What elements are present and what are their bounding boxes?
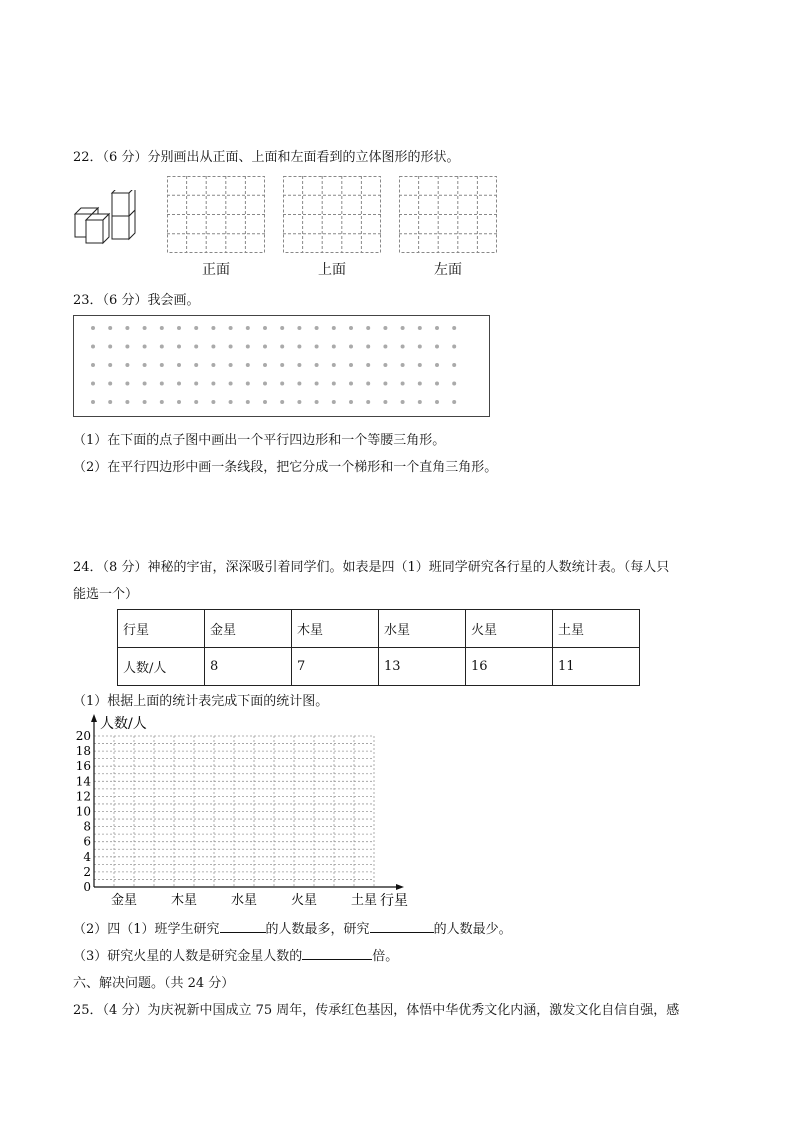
chart-grid <box>94 736 374 887</box>
grid-dot <box>125 326 129 330</box>
grid-dot <box>452 345 456 349</box>
grid-dot <box>229 326 233 330</box>
front-view-grid[interactable] <box>167 176 265 253</box>
grid-dot <box>143 400 147 404</box>
grid-dot <box>435 363 439 367</box>
x-tick-label: 金星 <box>110 893 138 908</box>
grid-dot <box>91 345 95 349</box>
top-view-grid[interactable] <box>283 176 381 253</box>
grid-dot <box>211 363 215 367</box>
grid-dot <box>160 400 164 404</box>
q23-sub1: （1）在下面的点子图中画出一个平行四边形和一个等腰三角形。 <box>73 433 446 448</box>
grid-dot <box>452 382 456 386</box>
grid-dot <box>211 382 215 386</box>
grid-dot <box>91 363 95 367</box>
table-row <box>118 648 640 686</box>
y-tick-label: 2 <box>83 864 91 879</box>
grid-dot <box>108 345 112 349</box>
grid-dot <box>177 400 181 404</box>
grid-dot <box>349 400 353 404</box>
grid-dot <box>349 345 353 349</box>
grid-dot <box>418 382 422 386</box>
grid-dot <box>435 382 439 386</box>
grid-dot <box>246 400 250 404</box>
grid-dot <box>315 382 319 386</box>
table-header-row <box>118 610 640 648</box>
grid-dot <box>263 400 267 404</box>
grid-dot <box>246 363 250 367</box>
grid-dot <box>91 326 95 330</box>
grid-dot <box>418 400 422 404</box>
grid-dot <box>383 400 387 404</box>
grid-dot <box>435 326 439 330</box>
grid-dot <box>125 382 129 386</box>
grid-dot <box>229 400 233 404</box>
grid-dot <box>366 363 370 367</box>
grid-dot <box>143 345 147 349</box>
y-tick-label: 6 <box>83 834 91 849</box>
left-view-label: 左面 <box>434 262 462 278</box>
y-tick-label: 12 <box>75 789 91 804</box>
grid-dot <box>383 382 387 386</box>
grid-dot <box>194 382 198 386</box>
grid-dot <box>401 382 405 386</box>
y-tick-label: 8 <box>83 819 91 834</box>
planet-bar-chart[interactable] <box>68 712 418 910</box>
grid-dot <box>297 363 301 367</box>
table-cell: 人数/人 <box>118 648 205 686</box>
grid-dot <box>125 400 129 404</box>
grid-dot <box>315 326 319 330</box>
table-cell: 11 <box>553 648 640 686</box>
grid-dot <box>452 363 456 367</box>
grid-dot <box>125 363 129 367</box>
grid-dot <box>332 326 336 330</box>
q24-sub2 <box>73 918 512 937</box>
grid-dot <box>194 345 198 349</box>
grid-dot <box>332 363 336 367</box>
grid-dot <box>297 400 301 404</box>
grid-dot <box>108 326 112 330</box>
grid-dot <box>177 326 181 330</box>
grid-dot <box>332 382 336 386</box>
q24-text-line2: 能选一个） <box>73 587 139 602</box>
q24-sub1: （1）根据上面的统计表完成下面的统计图。 <box>73 694 329 709</box>
grid-dot <box>246 326 250 330</box>
y-tick-label: 16 <box>75 759 91 774</box>
grid-dot <box>401 345 405 349</box>
grid-dot <box>452 400 456 404</box>
grid-dot <box>280 363 284 367</box>
answer-blank-least[interactable] <box>370 932 434 933</box>
table-cell: 木星 <box>292 610 379 648</box>
q24-sub3-part1: （3）研究火星的人数是研究金星人数的 <box>73 949 303 964</box>
planet-stats-table <box>117 609 640 686</box>
grid-dot <box>91 400 95 404</box>
grid-dot <box>383 326 387 330</box>
grid-dot <box>160 345 164 349</box>
grid-dot <box>211 326 215 330</box>
grid-dot <box>280 400 284 404</box>
grid-dot <box>332 345 336 349</box>
grid-dot <box>366 326 370 330</box>
grid-dot <box>401 326 405 330</box>
grid-dot <box>366 382 370 386</box>
q24-sub2-part3: 的人数最少。 <box>433 922 512 937</box>
y-tick-labels <box>76 729 92 894</box>
grid-dot <box>366 345 370 349</box>
grid-dot <box>211 345 215 349</box>
q25-text: 25．（4 分）为庆祝新中国成立 75 周年，传承红色基因，体悟中华优秀文化内涵，激发文化自信自强，感 <box>73 1003 680 1018</box>
x-tick-label: 土星 <box>350 893 378 908</box>
grid-dot <box>280 345 284 349</box>
grid-dot <box>349 382 353 386</box>
y-tick-label: 10 <box>75 804 91 819</box>
grid-dot <box>229 363 233 367</box>
grid-dot <box>143 382 147 386</box>
grid-dot <box>383 345 387 349</box>
grid-dot <box>418 363 422 367</box>
grid-dot <box>177 345 181 349</box>
top-view-label: 上面 <box>318 262 346 278</box>
grid-dot <box>366 400 370 404</box>
grid-dot <box>246 345 250 349</box>
table-cell: 16 <box>466 648 553 686</box>
q23-sub2: （2）在平行四边形中画一条线段，把它分成一个梯形和一个直角三角形。 <box>73 460 498 475</box>
x-tick-labels <box>111 892 377 908</box>
grid-dot <box>263 345 267 349</box>
y-tick-label: 4 <box>83 849 91 864</box>
grid-dot <box>160 363 164 367</box>
section6-title: 六、解决问题。（共 24 分） <box>73 976 235 991</box>
q24-sub3-part2: 倍。 <box>372 949 399 964</box>
x-axis-arrow-icon <box>396 884 404 890</box>
grid-dot <box>160 326 164 330</box>
dot-paper[interactable] <box>73 315 490 417</box>
grid-dot <box>452 326 456 330</box>
grid-dot <box>194 363 198 367</box>
table-cell: 7 <box>292 648 379 686</box>
grid-dot <box>297 326 301 330</box>
table-cell: 水星 <box>379 610 466 648</box>
table-cell: 8 <box>205 648 292 686</box>
y-axis-label: 人数/人 <box>100 716 147 732</box>
grid-dot <box>332 400 336 404</box>
table-cell: 行星 <box>118 610 205 648</box>
grid-dot <box>229 382 233 386</box>
x-tick-label: 木星 <box>170 893 198 908</box>
answer-blank-times[interactable] <box>302 959 372 960</box>
front-view-label: 正面 <box>202 262 230 278</box>
table-cell: 土星 <box>553 610 640 648</box>
x-tick-label: 水星 <box>230 893 258 908</box>
grid-dot <box>315 363 319 367</box>
grid-dot <box>401 400 405 404</box>
q24-sub2-part2: 的人数最多，研究 <box>265 922 370 937</box>
grid-dot <box>160 382 164 386</box>
grid-dot <box>211 400 215 404</box>
y-tick-label: 14 <box>75 774 91 789</box>
grid-dot <box>280 326 284 330</box>
q24-sub2-part1: （2）四（1）班学生研究 <box>73 922 220 937</box>
table-cell: 金星 <box>205 610 292 648</box>
grid-dot <box>108 363 112 367</box>
grid-dot <box>125 345 129 349</box>
grid-dot <box>177 382 181 386</box>
q24-text-line1: 24．（8 分）神秘的宇宙，深深吸引着同学们。如表是四（1）班同学研究各行星的人数统计表。（每人只 <box>73 560 670 575</box>
y-axis-arrow-icon <box>91 714 97 722</box>
x-axis-label: 行星 <box>380 893 408 909</box>
grid-dot <box>315 400 319 404</box>
q23-text: 23．（6 分）我会画。 <box>73 293 200 308</box>
grid-dot <box>418 345 422 349</box>
grid-dot <box>349 363 353 367</box>
grid-dot <box>246 382 250 386</box>
grid-dot <box>194 400 198 404</box>
grid-dot <box>435 345 439 349</box>
x-tick-label: 火星 <box>290 893 318 908</box>
grid-dot <box>229 345 233 349</box>
answer-blank-most[interactable] <box>220 932 266 933</box>
q24-sub3 <box>73 945 398 964</box>
grid-dot <box>435 400 439 404</box>
grid-dot <box>263 382 267 386</box>
grid-dot <box>297 382 301 386</box>
grid-dot <box>280 382 284 386</box>
grid-dot <box>401 363 405 367</box>
table-cell: 13 <box>379 648 466 686</box>
grid-dot <box>143 326 147 330</box>
y-tick-label: 18 <box>75 744 91 759</box>
grid-dot <box>108 400 112 404</box>
q22-text: 22．（6 分）分别画出从正面、上面和左面看到的立体图形的形状。 <box>73 150 460 165</box>
cube-stack-figure <box>72 190 142 246</box>
grid-dot <box>143 363 147 367</box>
grid-dot <box>194 326 198 330</box>
chart-axes <box>91 714 404 890</box>
grid-dot <box>177 363 181 367</box>
grid-dot <box>108 382 112 386</box>
grid-dot <box>263 326 267 330</box>
grid-dot <box>297 345 301 349</box>
grid-dot <box>91 382 95 386</box>
grid-dot <box>315 345 319 349</box>
left-view-grid[interactable] <box>399 176 497 253</box>
grid-dot <box>418 326 422 330</box>
grid-dot <box>349 326 353 330</box>
y-tick-label: 20 <box>75 729 91 743</box>
y-tick-label: 0 <box>83 880 91 894</box>
table-cell: 火星 <box>466 610 553 648</box>
grid-dot <box>263 363 267 367</box>
grid-dot <box>383 363 387 367</box>
